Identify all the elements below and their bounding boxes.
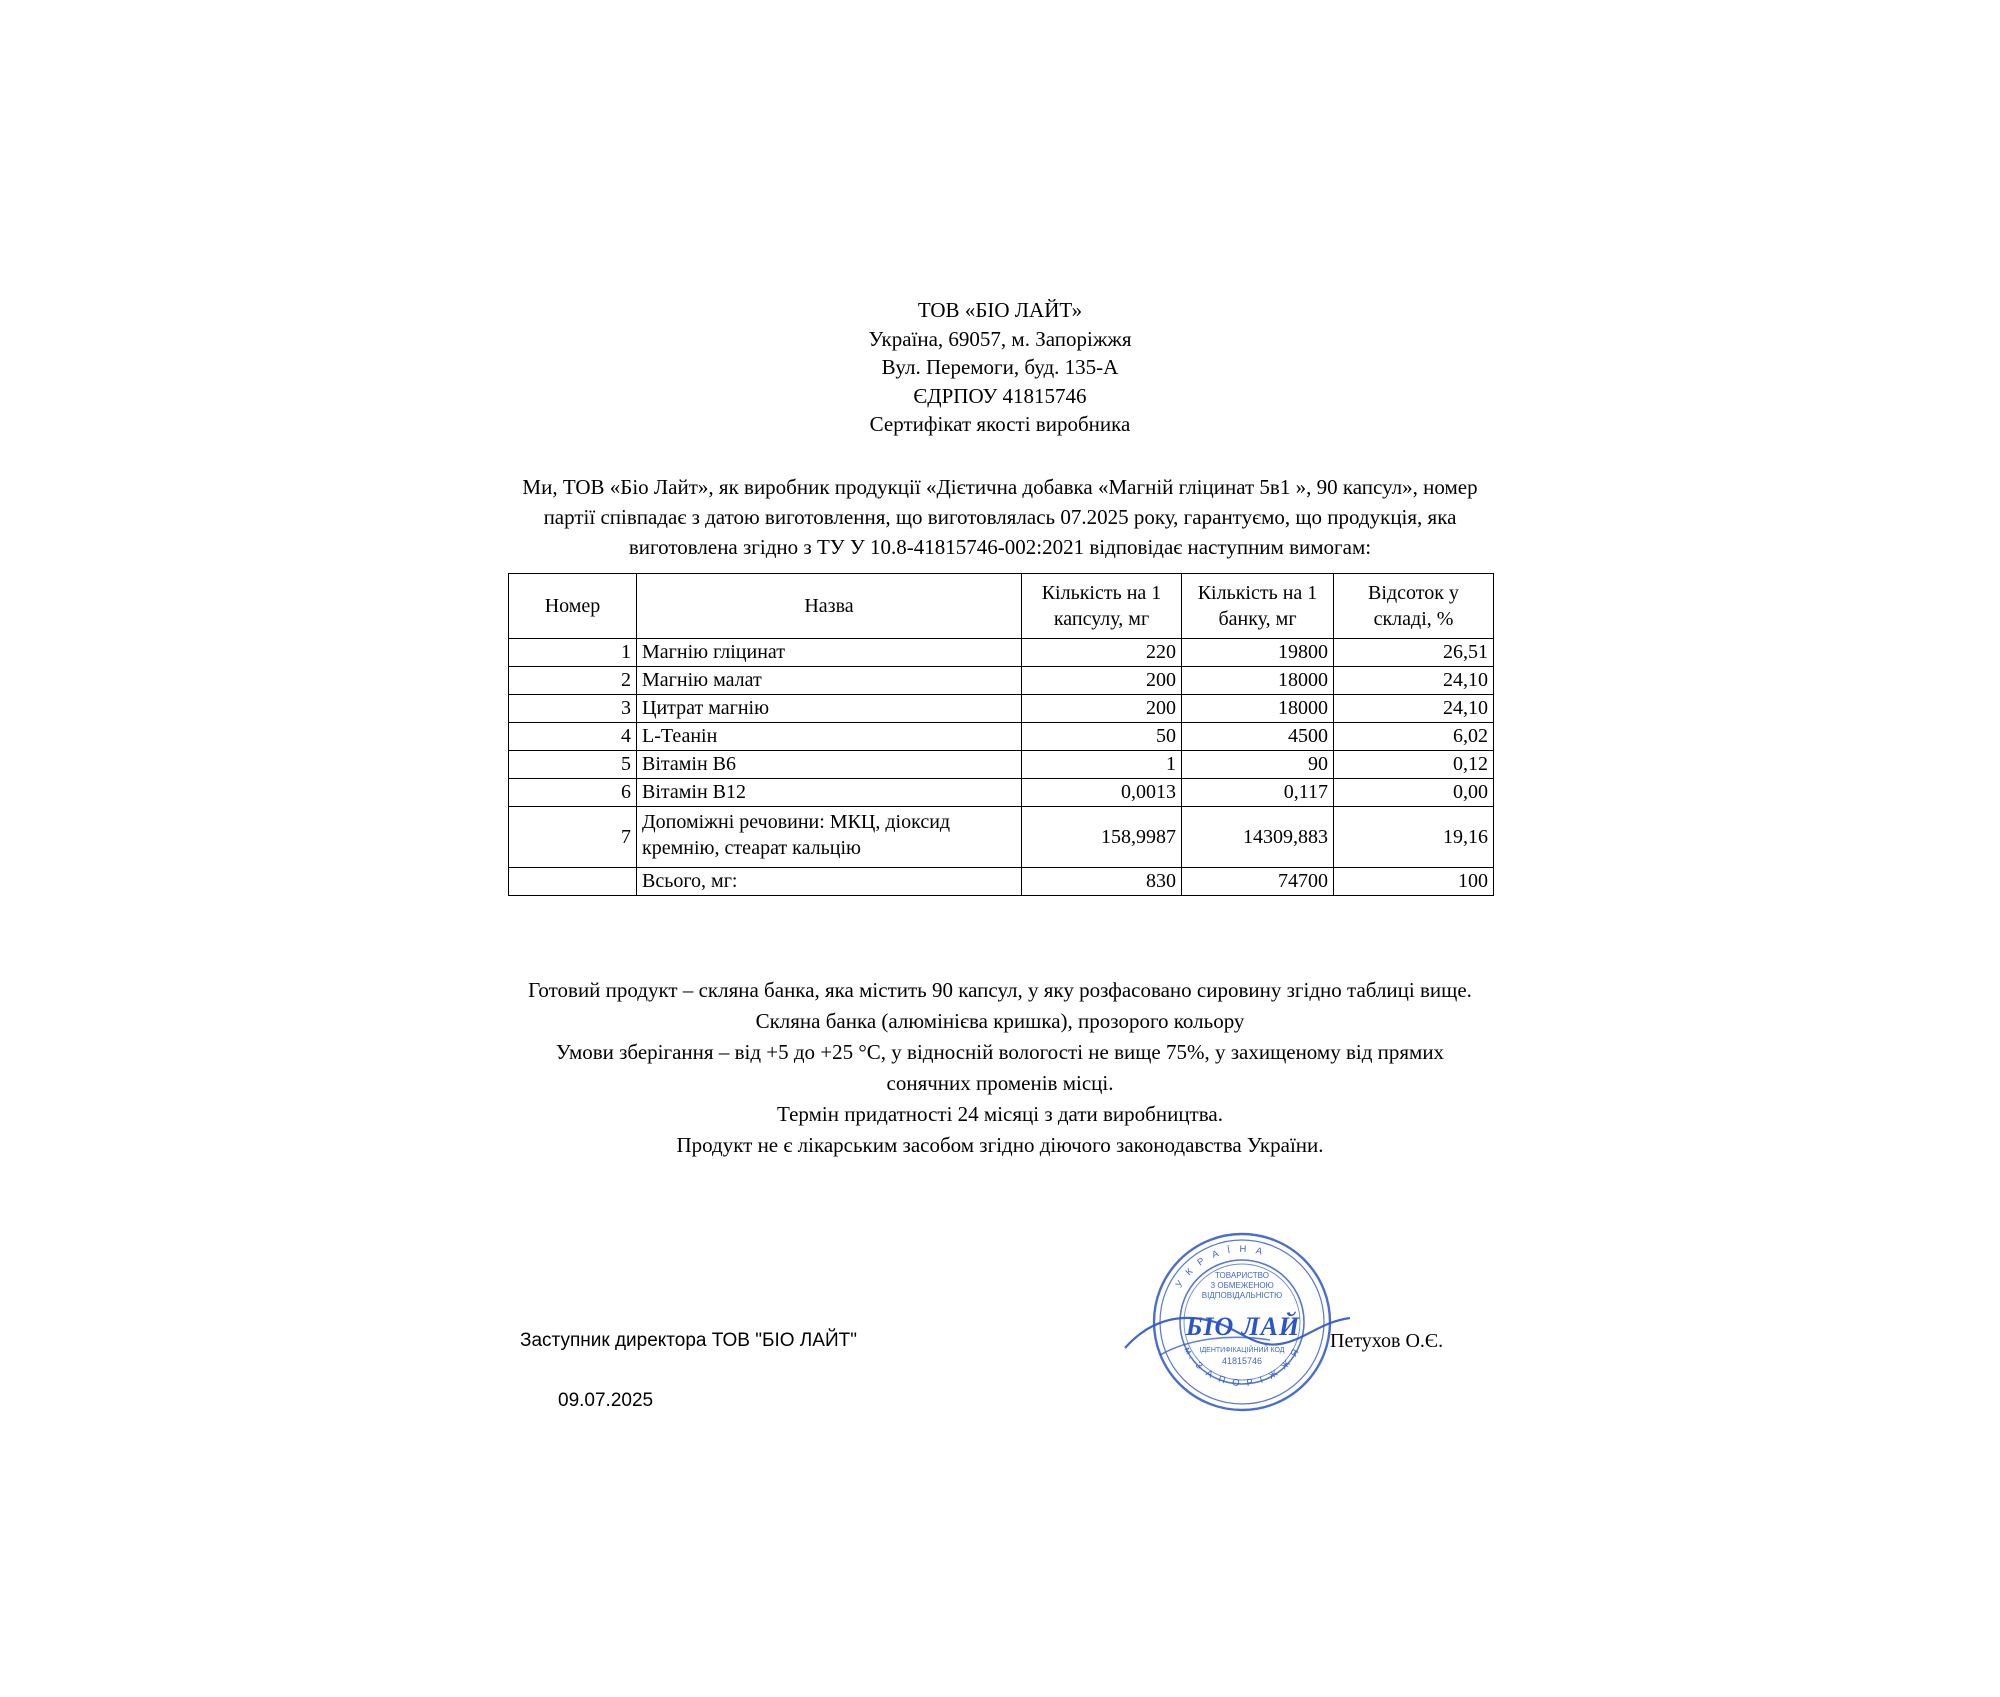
cell-percent: 24,10 [1334,695,1494,723]
cell-name: Вітамін В12 [637,779,1022,807]
svg-text:У К Р А Ї Н А: У К Р А Ї Н А [1173,1243,1267,1290]
specification-table [508,573,1494,896]
cell-percent: 6,02 [1334,723,1494,751]
signatory-title: Заступник директора ТОВ "БІО ЛАЙТ" [520,1330,857,1351]
cell-per-capsule: 220 [1022,639,1182,667]
intro-line-2: партії співпадає з датою виготовлення, що виготовлялась 07.2025 року, гарантуємо, що продукція, яка [543,505,1457,529]
table-row [509,751,1494,779]
cell-per-capsule: 200 [1022,695,1182,723]
cell-name: Магнію малат [637,667,1022,695]
note-line-1: Готовий продукт – скляна банка, яка містить 90 капсул, у яку розфасовано сировину згідно таблиці вище. [528,978,1472,1002]
table-row [509,695,1494,723]
header-name: Назва [637,574,1022,639]
intro-paragraph [500,472,1500,562]
notes-block [420,975,1580,1161]
svg-text:ІДЕНТИФІКАЦІЙНИЙ КОД: ІДЕНТИФІКАЦІЙНИЙ КОД [1199,1347,1285,1354]
document-title: Сертифікат якості виробника [869,412,1131,436]
cell-per-jar: 18000 [1182,667,1334,695]
header-per-capsule [1022,574,1182,639]
cell-number: 4 [509,723,637,751]
specification-table-wrapper [508,573,1493,896]
cell-percent: 0,00 [1334,779,1494,807]
cell-name: Вітамін В6 [637,751,1022,779]
cell-per-capsule: 1 [1022,751,1182,779]
header-percent-line1: Відсоток у [1368,582,1459,604]
cell-name: Допоміжні речовини: МКЦ, діоксид кремнію, стеарат кальцію [637,807,1022,868]
cell-total-percent: 100 [1334,868,1494,896]
cell-total-label: Всього, мг: [637,868,1022,896]
header-per-jar-line1: Кількість на 1 [1197,582,1318,604]
cell-total-per-capsule: 830 [1022,868,1182,896]
cell-per-jar: 90 [1182,751,1334,779]
note-line-5: Термін придатності 24 місяці з дати виробництва. [777,1102,1223,1126]
cell-percent: 26,51 [1334,639,1494,667]
cell-per-jar: 4500 [1182,723,1334,751]
cell-percent: 24,10 [1334,667,1494,695]
table-row [509,723,1494,751]
header-percent [1334,574,1494,639]
intro-line-1: Ми, ТОВ «Біо Лайт», як виробник продукції «Дієтична добавка «Магній гліцинат 5в1 », 90 капсул», номер [522,475,1478,499]
cell-number: 7 [509,807,637,868]
svg-text:ТОВАРИСТВО: ТОВАРИСТВО [1215,1271,1269,1280]
signature-date: 09.07.2025 [558,1390,654,1411]
document-header [0,296,2000,439]
stamp-center-text: БІО ЛАЙ [1185,1312,1301,1341]
table-header-row [509,574,1494,639]
cell-name: Магнію гліцинат [637,639,1022,667]
company-edrpou: ЄДРПОУ 41815746 [913,383,1087,408]
cell-per-capsule: 158,9987 [1022,807,1182,868]
cell-number: 1 [509,639,637,667]
company-address-line2: Вул. Перемоги, буд. 135-А [881,355,1119,379]
svg-text:41815746: 41815746 [1221,1356,1263,1366]
svg-text:м. З А П О Р І Ж Ж Я: м. З А П О Р І Ж Ж Я [1181,1345,1303,1390]
cell-percent: 19,16 [1334,807,1494,868]
svg-text:ВІДПОВІДАЛЬНІСТЮ: ВІДПОВІДАЛЬНІСТЮ [1201,1291,1283,1300]
cell-percent: 0,12 [1334,751,1494,779]
note-line-3: Умови зберігання – від +5 до +25 °С, у відносній вологості не вище 75%, у захищеному від прямих [555,1040,1445,1064]
cell-per-jar: 18000 [1182,695,1334,723]
cell-number: 3 [509,695,637,723]
company-address-line1: Україна, 69057, м. Запоріжжя [868,326,1132,351]
cell-number: 6 [509,779,637,807]
cell-per-jar: 14309,883 [1182,807,1334,868]
cell-per-capsule: 0,0013 [1022,779,1182,807]
cell-per-capsule: 200 [1022,667,1182,695]
intro-line-3: виготовлена згідно з ТУ У 10.8-41815746-002:2021 відповідає наступним вимогам: [628,535,1372,559]
note-line-2: Скляна банка (алюмінієва кришка), прозорого кольору [755,1009,1245,1033]
cell-name: L-Теанін [637,723,1022,751]
table-row [509,807,1494,868]
header-per-jar [1182,574,1334,639]
signatory-name: Петухов О.Є. [1330,1330,1444,1352]
cell-number: 2 [509,667,637,695]
note-line-4: сонячних променів місці. [886,1071,1114,1095]
cell-total-number [509,868,637,896]
cell-per-jar: 0,117 [1182,779,1334,807]
table-total-row [509,868,1494,896]
cell-name: Цитрат магнію [637,695,1022,723]
header-per-capsule-line1: Кількість на 1 [1041,582,1162,604]
cell-per-capsule: 50 [1022,723,1182,751]
cell-total-per-jar: 74700 [1182,868,1334,896]
cell-number: 5 [509,751,637,779]
company-name: ТОВ «БІО ЛАЙТ» [917,298,1083,322]
table-row [509,779,1494,807]
table-row [509,639,1494,667]
note-line-6: Продукт не є лікарським засобом згідно діючого законодавства України. [676,1133,1324,1157]
header-number: Номер [509,574,637,639]
header-per-jar-line2: банку, мг [1218,608,1297,630]
svg-text:З ОБМЕЖЕНОЮ: З ОБМЕЖЕНОЮ [1210,1281,1274,1290]
header-per-capsule-line2: капсулу, мг [1053,608,1150,630]
table-row [509,667,1494,695]
cell-per-jar: 19800 [1182,639,1334,667]
header-percent-line2: складі, % [1373,608,1454,630]
